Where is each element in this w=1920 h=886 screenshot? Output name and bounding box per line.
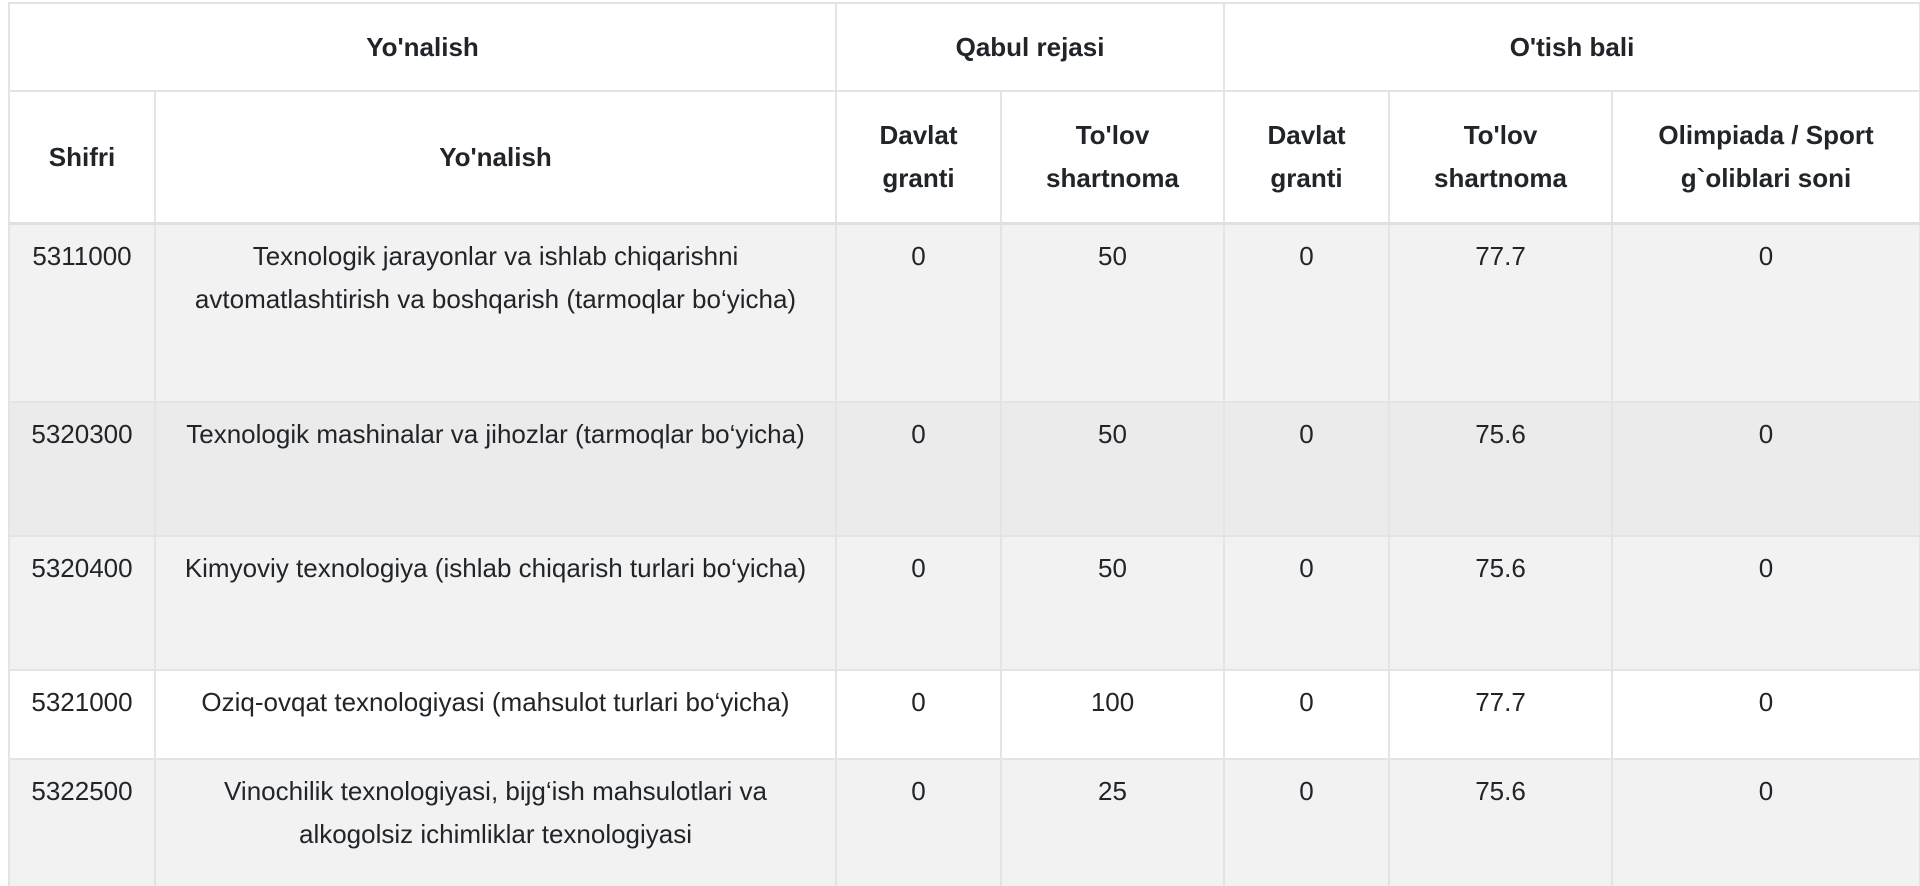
cell-code: 5322500 bbox=[9, 759, 155, 886]
table-row bbox=[9, 402, 1920, 536]
column-header-plan-grant[interactable]: Davlat granti bbox=[836, 91, 1001, 224]
cell-score-contract: 77.7 bbox=[1389, 670, 1612, 759]
admission-table bbox=[8, 2, 1920, 886]
cell-plan-grant: 0 bbox=[836, 224, 1001, 403]
table-head bbox=[9, 3, 1920, 224]
group-header-admission-plan[interactable]: Qabul rejasi bbox=[836, 3, 1224, 91]
table-row bbox=[9, 670, 1920, 759]
cell-olympiad-winners: 0 bbox=[1612, 759, 1920, 886]
cell-score-grant: 0 bbox=[1224, 224, 1389, 403]
table-row bbox=[9, 536, 1920, 670]
cell-olympiad-winners: 0 bbox=[1612, 224, 1920, 403]
column-header-olympiad-winners[interactable]: Olimpiada / Sport g`oliblari soni bbox=[1612, 91, 1920, 224]
cell-plan-grant: 0 bbox=[836, 536, 1001, 670]
column-header-score-contract[interactable]: To'lov shartnoma bbox=[1389, 91, 1612, 224]
cell-code: 5320300 bbox=[9, 402, 155, 536]
cell-direction: Oziq-ovqat texnologiyasi (mahsulot turlari bo‘yicha) bbox=[155, 670, 836, 759]
column-header-score-grant[interactable]: Davlat granti bbox=[1224, 91, 1389, 224]
cell-plan-grant: 0 bbox=[836, 670, 1001, 759]
cell-score-grant: 0 bbox=[1224, 759, 1389, 886]
column-header-plan-contract[interactable]: To'lov shartnoma bbox=[1001, 91, 1224, 224]
group-header-direction[interactable]: Yo'nalish bbox=[9, 3, 836, 91]
cell-plan-contract: 25 bbox=[1001, 759, 1224, 886]
cell-score-contract: 75.6 bbox=[1389, 759, 1612, 886]
cell-plan-grant: 0 bbox=[836, 402, 1001, 536]
cell-plan-contract: 50 bbox=[1001, 536, 1224, 670]
table-row bbox=[9, 759, 1920, 886]
cell-plan-contract: 50 bbox=[1001, 402, 1224, 536]
cell-direction: Texnologik mashinalar va jihozlar (tarmoqlar bo‘yicha) bbox=[155, 402, 836, 536]
cell-score-grant: 0 bbox=[1224, 670, 1389, 759]
table-row bbox=[9, 224, 1920, 403]
cell-score-contract: 77.7 bbox=[1389, 224, 1612, 403]
cell-plan-contract: 50 bbox=[1001, 224, 1224, 403]
cell-direction: Vinochilik texnologiyasi, bijg‘ish mahsulotlari va alkogolsiz ichimliklar texnologiyasi bbox=[155, 759, 836, 886]
cell-olympiad-winners: 0 bbox=[1612, 536, 1920, 670]
column-header-direction[interactable]: Yo'nalish bbox=[155, 91, 836, 224]
cell-olympiad-winners: 0 bbox=[1612, 402, 1920, 536]
column-header-code[interactable]: Shifri bbox=[9, 91, 155, 224]
group-header-passing-score[interactable]: O'tish bali bbox=[1224, 3, 1920, 91]
cell-score-contract: 75.6 bbox=[1389, 536, 1612, 670]
cell-direction: Texnologik jarayonlar va ishlab chiqarishni avtomatlashtirish va boshqarish (tarmoqlar bo‘yicha) bbox=[155, 224, 836, 403]
sub-header-row bbox=[9, 91, 1920, 224]
cell-code: 5321000 bbox=[9, 670, 155, 759]
cell-code: 5311000 bbox=[9, 224, 155, 403]
cell-score-contract: 75.6 bbox=[1389, 402, 1612, 536]
cell-direction: Kimyoviy texnologiya (ishlab chiqarish turlari bo‘yicha) bbox=[155, 536, 836, 670]
cell-plan-grant: 0 bbox=[836, 759, 1001, 886]
table-body bbox=[9, 224, 1920, 886]
cell-code: 5320400 bbox=[9, 536, 155, 670]
cell-plan-contract: 100 bbox=[1001, 670, 1224, 759]
cell-score-grant: 0 bbox=[1224, 402, 1389, 536]
group-header-row bbox=[9, 3, 1920, 91]
cell-score-grant: 0 bbox=[1224, 536, 1389, 670]
cell-olympiad-winners: 0 bbox=[1612, 670, 1920, 759]
